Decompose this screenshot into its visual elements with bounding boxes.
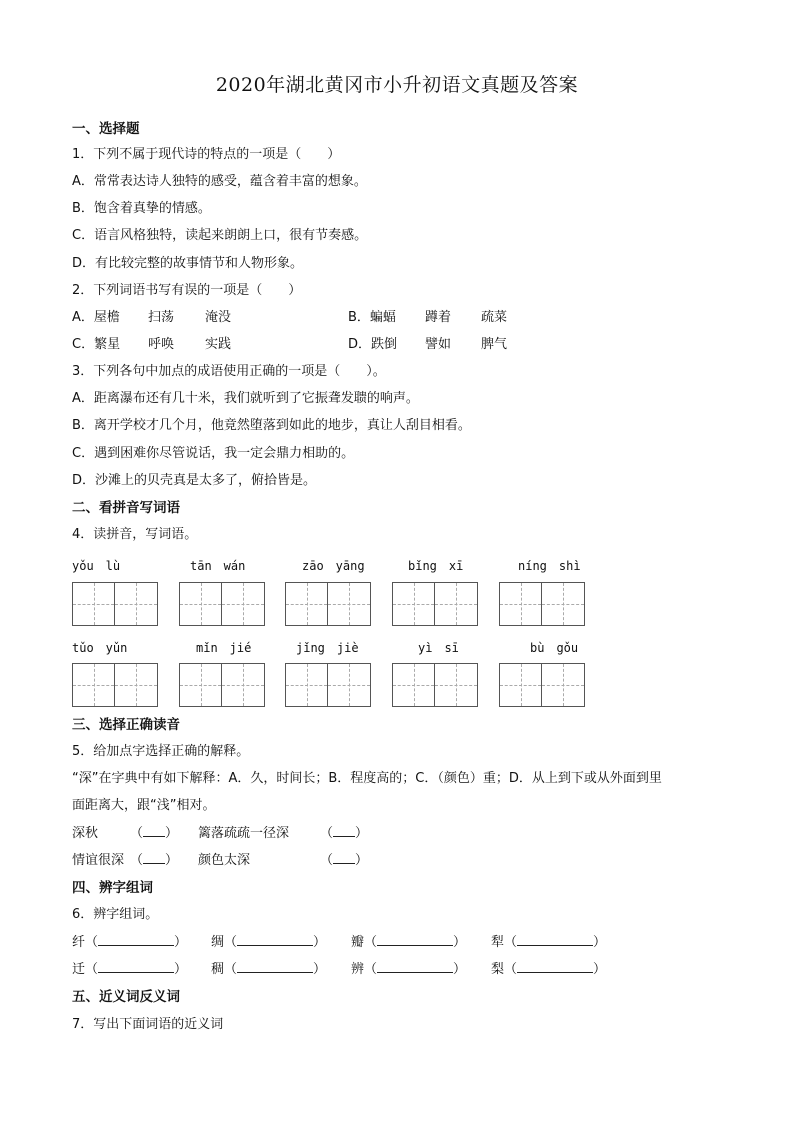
answer-blank[interactable]: （ ） <box>130 853 179 868</box>
q3-option-d: D．沙滩上的贝壳真是太多了，俯拾皆是。 <box>72 473 317 488</box>
q1-option-a: A．常常表达诗人独特的感受，蕴含着丰富的想象。 <box>72 174 367 189</box>
q6-char-2[interactable]: 绸（ ） <box>211 935 327 950</box>
q2-d-2: 譬如 <box>425 337 452 352</box>
q3-stem: 3．下列各句中加点的成语使用正确的一项是（ ）。 <box>72 364 386 379</box>
writing-grid[interactable] <box>179 663 265 707</box>
section-2-heading: 二、看拼音写词语 <box>72 500 180 516</box>
q2-a-2: 扫荡 <box>148 310 175 325</box>
writing-grid[interactable] <box>392 663 478 707</box>
section-5-heading: 五、近义词反义词 <box>72 989 180 1005</box>
answer-blank[interactable]: （ ） <box>320 853 369 868</box>
q3-option-c: C．遇到困难你尽管说话，我一定会鼎力相助的。 <box>72 446 355 461</box>
q5-item-2: 篱落疏疏一径深 <box>198 826 290 841</box>
q6-char-8[interactable]: 梨（ ） <box>491 962 607 977</box>
q6-char-7[interactable]: 辨（ ） <box>351 962 467 977</box>
q2-b-2: 蹲着 <box>425 310 452 325</box>
answer-blank[interactable]: （ ） <box>320 826 369 841</box>
q6-char-4[interactable]: 犁（ ） <box>491 935 607 950</box>
pinyin-7: mǐn jié <box>196 641 252 655</box>
pinyin-3: zāo yāng <box>302 559 365 573</box>
q3-option-a: A．距离瀑布还有几十米，我们就听到了它振聋发聩的响声。 <box>72 391 419 406</box>
q6-char-6[interactable]: 稠（ ） <box>211 962 327 977</box>
section-1-heading: 一、选择题 <box>72 121 140 137</box>
pinyin-9: yì sī <box>418 641 459 655</box>
q4-stem: 4．读拼音，写词语。 <box>72 527 198 542</box>
page-title: 2020年湖北黄冈市小升初语文真题及答案 <box>215 74 579 96</box>
q2-b-3: 疏菜 <box>481 310 508 325</box>
q2-a-1: A．屋檐 <box>72 310 120 325</box>
writing-grid[interactable] <box>72 582 158 626</box>
pinyin-2: tān wán <box>190 559 246 573</box>
writing-grid[interactable] <box>285 663 371 707</box>
q2-d-1: D．跌倒 <box>348 337 398 352</box>
pinyin-6: tǔo yǔn <box>72 641 128 655</box>
writing-grid[interactable] <box>179 582 265 626</box>
q5-item-4: 颜色太深 <box>198 853 251 868</box>
q2-c-3: 实践 <box>205 337 232 352</box>
q2-d-3: 脾气 <box>481 337 508 352</box>
q1-option-d: D．有比较完整的故事情节和人物形象。 <box>72 256 304 271</box>
writing-grid[interactable] <box>499 663 585 707</box>
q2-stem: 2．下列词语书写有误的一项是（ ） <box>72 283 302 298</box>
q3-option-b: B．离开学校才几个月，他竟然堕落到如此的地步，真让人刮目相看。 <box>72 418 471 433</box>
q2-a-3: 淹没 <box>205 310 232 325</box>
q5-item-1: 深秋 <box>72 826 99 841</box>
writing-grid[interactable] <box>72 663 158 707</box>
q1-stem: 1．下列不属于现代诗的特点的一项是（ ） <box>72 147 341 162</box>
section-4-heading: 四、辨字组词 <box>72 880 153 896</box>
q2-b-1: B．蝙蝠 <box>348 310 396 325</box>
q6-stem: 6．辨字组词。 <box>72 907 159 922</box>
pinyin-8: jǐng jiè <box>296 641 359 655</box>
pinyin-5: níng shì <box>518 559 581 573</box>
section-3-heading: 三、选择正确读音 <box>72 717 180 733</box>
q6-char-1[interactable]: 纤（ ） <box>72 935 188 950</box>
writing-grid[interactable] <box>392 582 478 626</box>
q5-stem: 5．给加点字选择正确的解释。 <box>72 744 250 759</box>
q6-char-5[interactable]: 迁（ ） <box>72 962 188 977</box>
q2-c-1: C．繁星 <box>72 337 121 352</box>
q6-char-3[interactable]: 瓣（ ） <box>351 935 467 950</box>
pinyin-4: bǐng xī <box>408 559 464 573</box>
pinyin-10: bù gǒu <box>530 641 579 655</box>
q5-definition-line-1: “深”在字典中有如下解释：A．久，时间长；B．程度高的；C．（颜色）重；D．从上到下或从外面到里 <box>72 771 662 786</box>
q5-definition-line-2: 面距离大，跟“浅”相对。 <box>72 798 216 813</box>
q1-option-b: B．饱含着真挚的情感。 <box>72 201 211 216</box>
writing-grid[interactable] <box>285 582 371 626</box>
answer-blank[interactable]: （ ） <box>130 826 179 841</box>
q1-option-c: C．语言风格独特，读起来朗朗上口，很有节奏感。 <box>72 228 368 243</box>
pinyin-1: yǒu lù <box>72 559 121 573</box>
q5-item-3: 情谊很深 <box>72 853 125 868</box>
writing-grid[interactable] <box>499 582 585 626</box>
q7-stem: 7．写出下面词语的近义词 <box>72 1017 224 1032</box>
q2-c-2: 呼唤 <box>148 337 175 352</box>
